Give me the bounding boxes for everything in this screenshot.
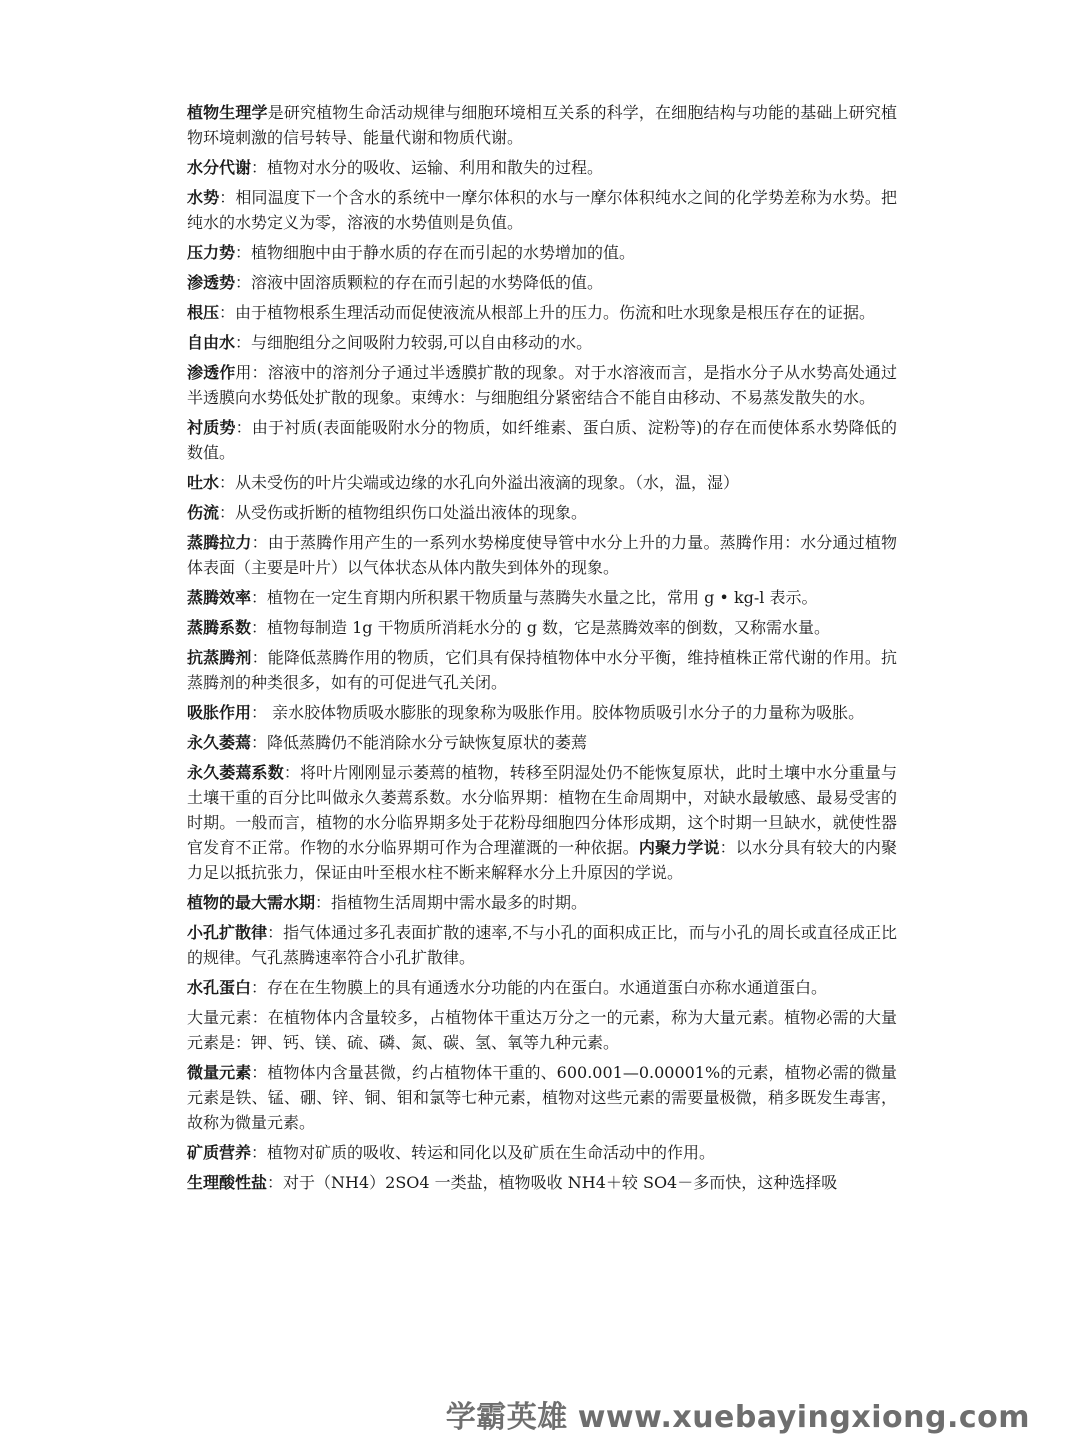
definition-entry bbox=[187, 730, 897, 755]
entry-text: ：指气体通过多孔表面扩散的速率,不与小孔的面积成正比，而与小孔的周长或直径成正比的规律。气孔蒸腾速率符合小孔扩散律。 bbox=[187, 923, 897, 967]
definition-entry bbox=[187, 645, 897, 695]
entry-text: ：植物体内含量甚微，约占植物体干重的、600.001—0.00001%的元素，植物必需的微量元素是铁、锰、硼、锌、铜、钼和氯等七种元素，植物对这些元素的需要量极微，稍多既发生毒害，故称为微量元素。 bbox=[187, 1063, 897, 1132]
definition-entry bbox=[187, 100, 897, 150]
definition-entry bbox=[187, 270, 897, 295]
definition-entry bbox=[187, 890, 897, 915]
entry-term: 伤流 bbox=[187, 503, 220, 522]
definition-entry bbox=[187, 155, 897, 180]
definition-entry bbox=[187, 185, 897, 235]
entry-text: ：存在在生物膜上的具有通透水分功能的内在蛋白。水通道蛋白亦称水通道蛋白。 bbox=[251, 978, 828, 997]
definition-entry bbox=[187, 1005, 897, 1055]
entry-term: 水势 bbox=[187, 188, 220, 207]
definition-entry bbox=[187, 1170, 897, 1195]
definition-entry bbox=[187, 585, 897, 610]
entry-term: 微量元素 bbox=[187, 1063, 252, 1082]
entry-text: ：将叶片刚刚显示萎蔫的植物，转移至阴湿处仍不能恢复原状，此时土壤中水分重量与土壤干重的百分比叫做永久萎蔫系数。水分临界期：植物在生命周期中，对缺水最敏感、最易受害的时期。一般而言，植物的水分临界期多处于花粉母细胞四分体形成期，这个时期一旦缺水，就使性器官发育不正常。作物的水分临界期可作为合理灌溉的一种依据。 bbox=[187, 763, 897, 857]
entry-term: 压力势 bbox=[187, 243, 236, 262]
entry-text: ：由于衬质(表面能吸附水分的物质，如纤维素、蛋白质、淀粉等)的存在而使体系水势降低的数值。 bbox=[187, 418, 897, 462]
definition-entry bbox=[187, 920, 897, 970]
entry-term: 蒸腾系数 bbox=[187, 618, 252, 637]
entry-term: 根压 bbox=[187, 303, 220, 322]
definition-entry bbox=[187, 300, 897, 325]
entry-term: 永久萎蔫系数 bbox=[187, 763, 284, 782]
entry-text-inline: ：以水分具有较大的内聚力足以抵抗张力，保证由叶至根水柱不断来解释水分上升原因的学说。 bbox=[187, 838, 897, 882]
watermark-url: www.xuebayingxiong.com bbox=[577, 1400, 1030, 1435]
definition-entry bbox=[187, 1140, 897, 1165]
entry-text: 是研究植物生命活动规律与细胞环境相互关系的科学，在细胞结构与功能的基础上研究植物环境刺激的信号转导、能量代谢和物质代谢。 bbox=[187, 103, 897, 147]
entry-text: ：由于植物根系生理活动而促使液流从根部上升的压力。伤流和吐水现象是根压存在的证据。 bbox=[219, 303, 876, 322]
entry-text: ：指植物生活周期中需水最多的时期。 bbox=[315, 893, 588, 912]
entry-text: ：相同温度下一个含水的系统中一摩尔体积的水与一摩尔体积纯水之间的化学势差称为水势。把纯水的水势定义为零，溶液的水势值则是负值。 bbox=[187, 188, 897, 232]
entry-term: 蒸腾效率 bbox=[187, 588, 252, 607]
entry-text: ：植物细胞中由于静水质的存在而引起的水势增加的值。 bbox=[235, 243, 636, 262]
entry-term: 水分代谢 bbox=[187, 158, 252, 177]
entry-term: 蒸腾拉力 bbox=[187, 533, 252, 552]
watermark-brand: 学霸英雄 bbox=[445, 1400, 568, 1435]
site-watermark bbox=[446, 1392, 1030, 1436]
entry-text: ：对于（NH4）2SO4 一类盐，植物吸收 NH4＋较 SO4－多而快，这种选择吸 bbox=[267, 1173, 838, 1192]
entry-text: ：从受伤或折断的植物组织伤口处溢出液体的现象。 bbox=[219, 503, 588, 522]
entry-term: 吐水 bbox=[187, 473, 220, 492]
entry-term: 生理酸性盐 bbox=[187, 1173, 268, 1192]
entry-term: 渗透势 bbox=[187, 273, 236, 292]
entry-term: 植物生理学 bbox=[187, 103, 268, 122]
definition-entry bbox=[187, 1060, 897, 1135]
entry-text: ：植物在一定生育期内所积累干物质量与蒸腾失水量之比，常用 g • kg-l 表示。 bbox=[251, 588, 818, 607]
entry-term: 渗透作 bbox=[187, 363, 236, 382]
entry-text: ：从未受伤的叶片尖端或边缘的水孔向外溢出液滴的现象。（水，温，湿） bbox=[219, 473, 740, 492]
definition-entry bbox=[187, 975, 897, 1000]
entry-term-inline: 内聚力学说 bbox=[638, 838, 720, 857]
entry-text: 用：溶液中的溶剂分子通过半透膜扩散的现象。对于水溶液而言，是指水分子从水势高处通过半透膜向水势低处扩散的现象。束缚水：与细胞组分紧密结合不能自由移动、不易蒸发散失的水。 bbox=[187, 363, 897, 407]
entry-text: ：植物每制造 1g 干物质所消耗水分的 g 数，它是蒸腾效率的倒数，又称需水量。 bbox=[251, 618, 831, 637]
definition-entry bbox=[187, 330, 897, 355]
entry-text: ：降低蒸腾仍不能消除水分亏缺恢复原状的萎蔫 bbox=[251, 733, 588, 752]
definition-entry bbox=[187, 360, 897, 410]
entry-text: ：在植物体内含量较多，占植物体干重达万分之一的元素，称为大量元素。植物必需的大量元素是：钾、钙、镁、硫、磷、氮、碳、氢、氧等九种元素。 bbox=[187, 1008, 897, 1052]
entry-text: ： 亲水胶体物质吸水膨胀的现象称为吸胀作用。胶体物质吸引水分子的力量称为吸胀。 bbox=[251, 703, 865, 722]
entry-text: ：植物对水分的吸收、运输、利用和散失的过程。 bbox=[251, 158, 604, 177]
entry-term: 抗蒸腾剂 bbox=[187, 648, 252, 667]
definition-entry bbox=[187, 700, 897, 725]
definition-entry bbox=[187, 240, 897, 265]
definition-entry bbox=[187, 615, 897, 640]
definition-entry bbox=[187, 470, 897, 495]
entry-term: 矿质营养 bbox=[187, 1143, 252, 1162]
entry-term: 水孔蛋白 bbox=[187, 978, 252, 997]
entry-text: ：能降低蒸腾作用的物质，它们具有保持植物体中水分平衡，维持植株正常代谢的作用。抗蒸腾剂的种类很多，如有的可促进气孔关闭。 bbox=[187, 648, 897, 692]
definition-entry bbox=[187, 760, 897, 885]
entry-term: 植物的最大需水期 bbox=[187, 893, 316, 912]
entry-term: 永久萎蔫 bbox=[187, 733, 252, 752]
entry-text: ：由于蒸腾作用产生的一系列水势梯度使导管中水分上升的力量。蒸腾作用：水分通过植物体表面（主要是叶片）以气体状态从体内散失到体外的现象。 bbox=[187, 533, 897, 577]
entry-term: 小孔扩散律 bbox=[187, 923, 268, 942]
entry-term: 吸胀作用 bbox=[187, 703, 252, 722]
definition-entry bbox=[187, 415, 897, 465]
entry-text: ：溶液中固溶质颗粒的存在而引起的水势降低的值。 bbox=[235, 273, 604, 292]
entry-term: 衬质势 bbox=[187, 418, 236, 437]
entry-text: ：植物对矿质的吸收、转运和同化以及矿质在生命活动中的作用。 bbox=[251, 1143, 716, 1162]
document-body bbox=[187, 100, 897, 1200]
entry-text: ：与细胞组分之间吸附力较弱,可以自由移动的水。 bbox=[235, 333, 593, 352]
entry-term: 自由水 bbox=[187, 333, 236, 352]
definition-entry bbox=[187, 530, 897, 580]
definition-entry bbox=[187, 500, 897, 525]
entry-term: 大量元素 bbox=[187, 1008, 252, 1027]
